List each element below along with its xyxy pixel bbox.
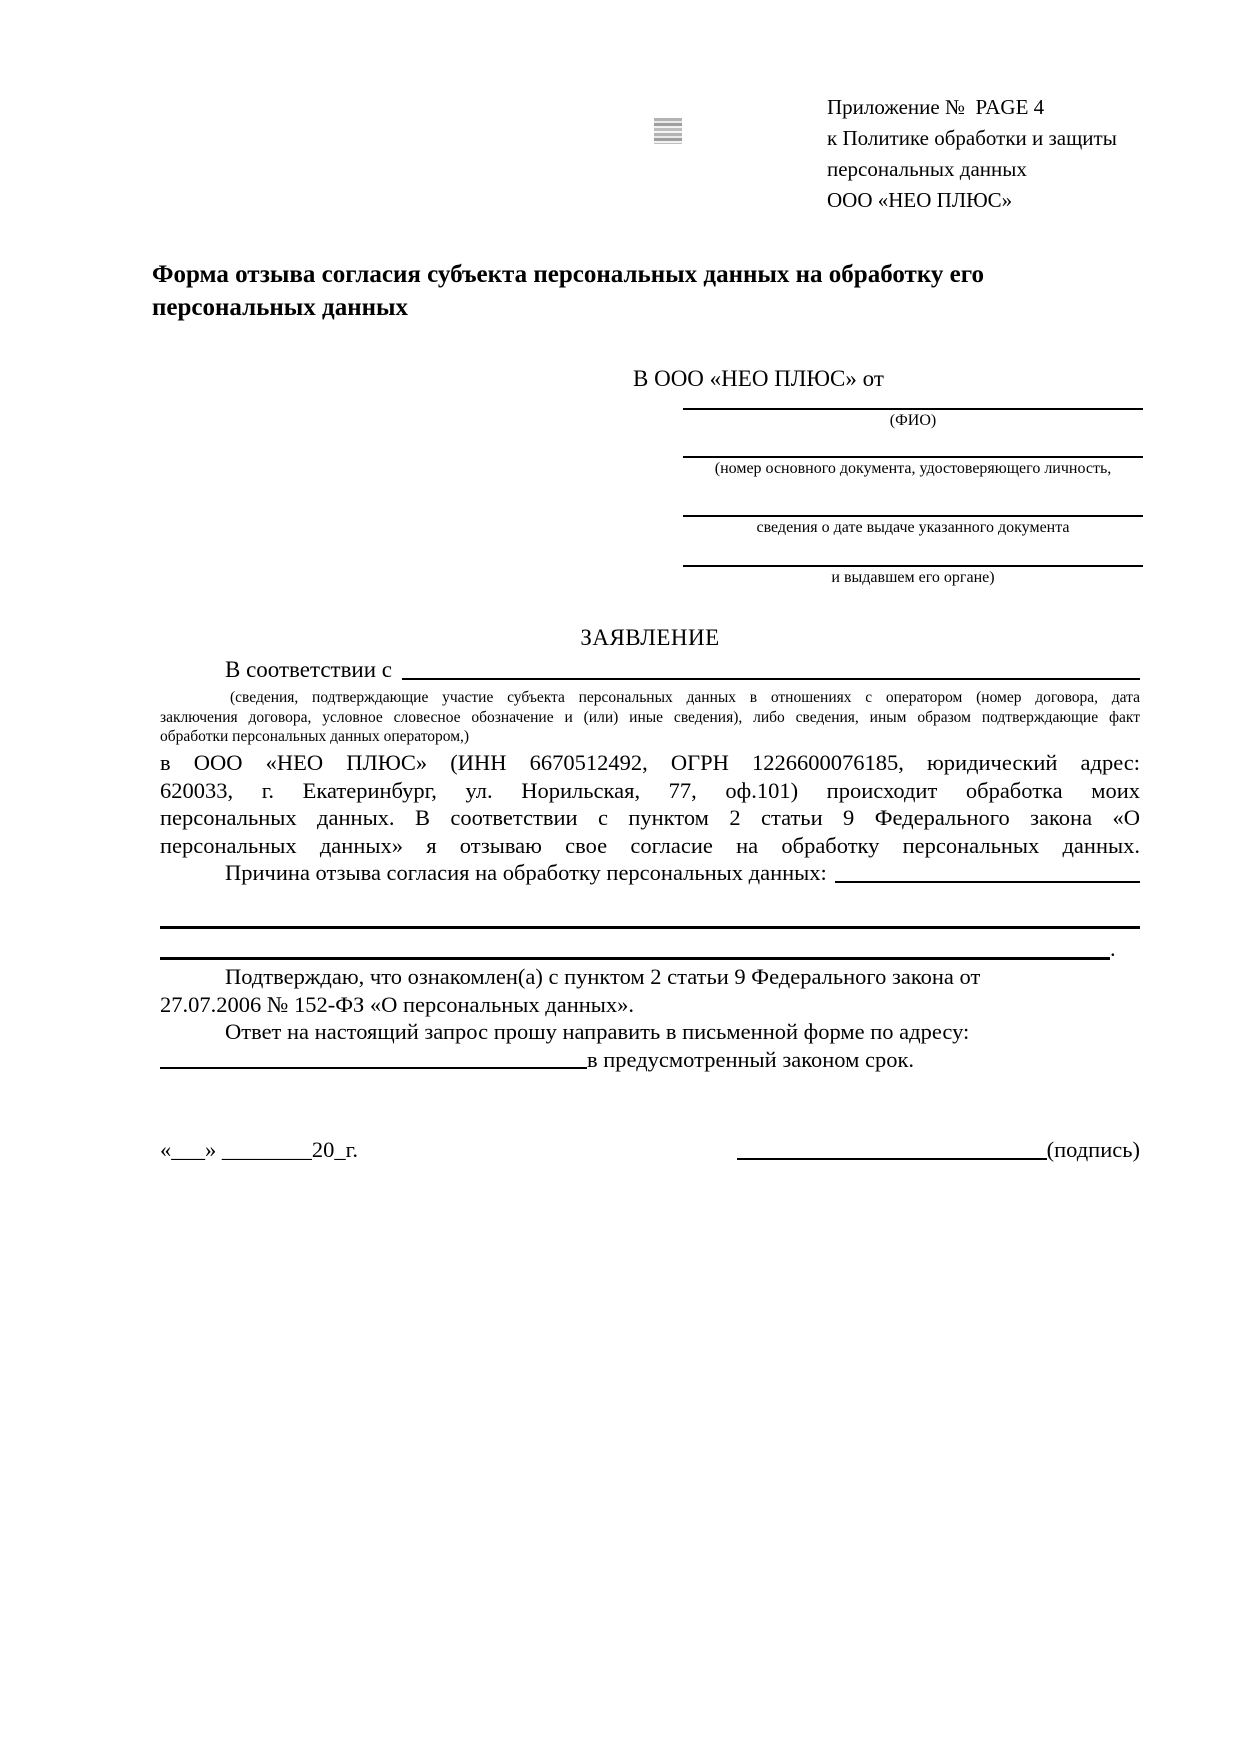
reply-address-row	[160, 1046, 1140, 1074]
statement-body	[160, 749, 1140, 887]
reason-blank[interactable]	[835, 881, 1140, 883]
statement-heading: ЗАЯВЛЕНИЕ	[580, 625, 720, 650]
body-line: 620033, г. Екатеринбург, ул. Норильская, 77, оф.101) происходит обработка моих	[160, 777, 1140, 803]
doc-issuer-blank[interactable]	[683, 565, 1143, 586]
note-line: (сведения, подтверждающие участие субъекта персональных данных в отношениях с оператором (номер договора, дата	[230, 689, 1140, 706]
confirmation-paragraph	[160, 963, 1140, 1018]
confirm-line: Подтверждаю, что ознакомлен(а) с пунктом 2 статьи 9 Федерального закона от	[225, 964, 981, 989]
doc-issue-date-blank[interactable]	[683, 515, 1143, 536]
basis-prefix: В соответствии с	[225, 657, 393, 682]
reply-address-blank[interactable]	[160, 1067, 587, 1069]
reply-tail: в предусмотренный законом срок.	[587, 1046, 914, 1072]
body-line: персональных данных. В соответствии с пунктом 2 статьи 9 Федерального закона «О	[160, 805, 1140, 830]
title-line: персональных данных	[152, 294, 409, 321]
embedded-object-artifact-icon	[654, 118, 682, 144]
header-line: ООО «НЕО ПЛЮС»	[827, 188, 1013, 212]
basis-footnote	[160, 688, 1140, 747]
header-line: персональных данных	[827, 157, 1027, 181]
signature-blank[interactable]	[737, 1158, 1047, 1160]
basis-blank[interactable]	[402, 678, 1140, 680]
fio-blank[interactable]	[683, 408, 1143, 429]
date-signature-row	[160, 1136, 1140, 1164]
reply-line: Ответ на настоящий запрос прошу направить в письменной форме по адресу:	[225, 1019, 970, 1044]
fio-caption: (ФИО)	[889, 412, 937, 429]
reply-paragraph	[160, 1018, 1140, 1073]
confirm-line: 27.07.2006 № 152-ФЗ «О персональных данных».	[160, 991, 635, 1017]
appendix-header	[827, 92, 1117, 216]
body-line: персональных данных» я отзываю свое согласие на обработку персональных данных.	[160, 832, 1140, 858]
page-title	[152, 258, 984, 324]
header-line: к Политике обработки и защиты	[827, 126, 1117, 150]
body-line: в ООО «НЕО ПЛЮС» (ИНН 6670512492, ОГРН 1226600076185, юридический адрес:	[160, 750, 1140, 775]
title-line: Форма отзыва согласия субъекта персональных данных на обработку его	[152, 261, 984, 288]
basis-row	[160, 656, 1140, 684]
note-line: обработки персональных данных оператором,)	[160, 728, 470, 745]
reason-row	[160, 859, 1140, 887]
note-line: заключения договора, условное словесное обозначение и (или) иные сведения), либо сведения, иным образом подтверждающие факт	[160, 708, 1140, 726]
doc-issue-date-caption: сведения о дате выдаче указанного документа	[756, 519, 1070, 536]
reason-period: .	[1110, 936, 1116, 961]
reason-extra-line-2[interactable]	[160, 957, 1110, 960]
doc-issuer-caption: и выдавшем его органе)	[831, 569, 995, 586]
reason-prefix: Причина отзыва согласия на обработку персональных данных:	[225, 860, 827, 885]
addressee-line: В ООО «НЕО ПЛЮС» от	[633, 366, 884, 391]
header-line: Приложение № PAGE 4	[827, 95, 1045, 119]
reason-extra-line-1[interactable]	[160, 926, 1140, 929]
signature-caption: (подпись)	[1046, 1137, 1140, 1162]
reason-extra-row	[160, 938, 1140, 962]
doc-number-blank[interactable]	[683, 456, 1143, 477]
date-fill-in[interactable]: «___» ________20_г.	[160, 1137, 358, 1162]
footer-spacer	[358, 1136, 737, 1164]
doc-number-caption: (номер основного документа, удостоверяющего личность,	[714, 460, 1112, 477]
